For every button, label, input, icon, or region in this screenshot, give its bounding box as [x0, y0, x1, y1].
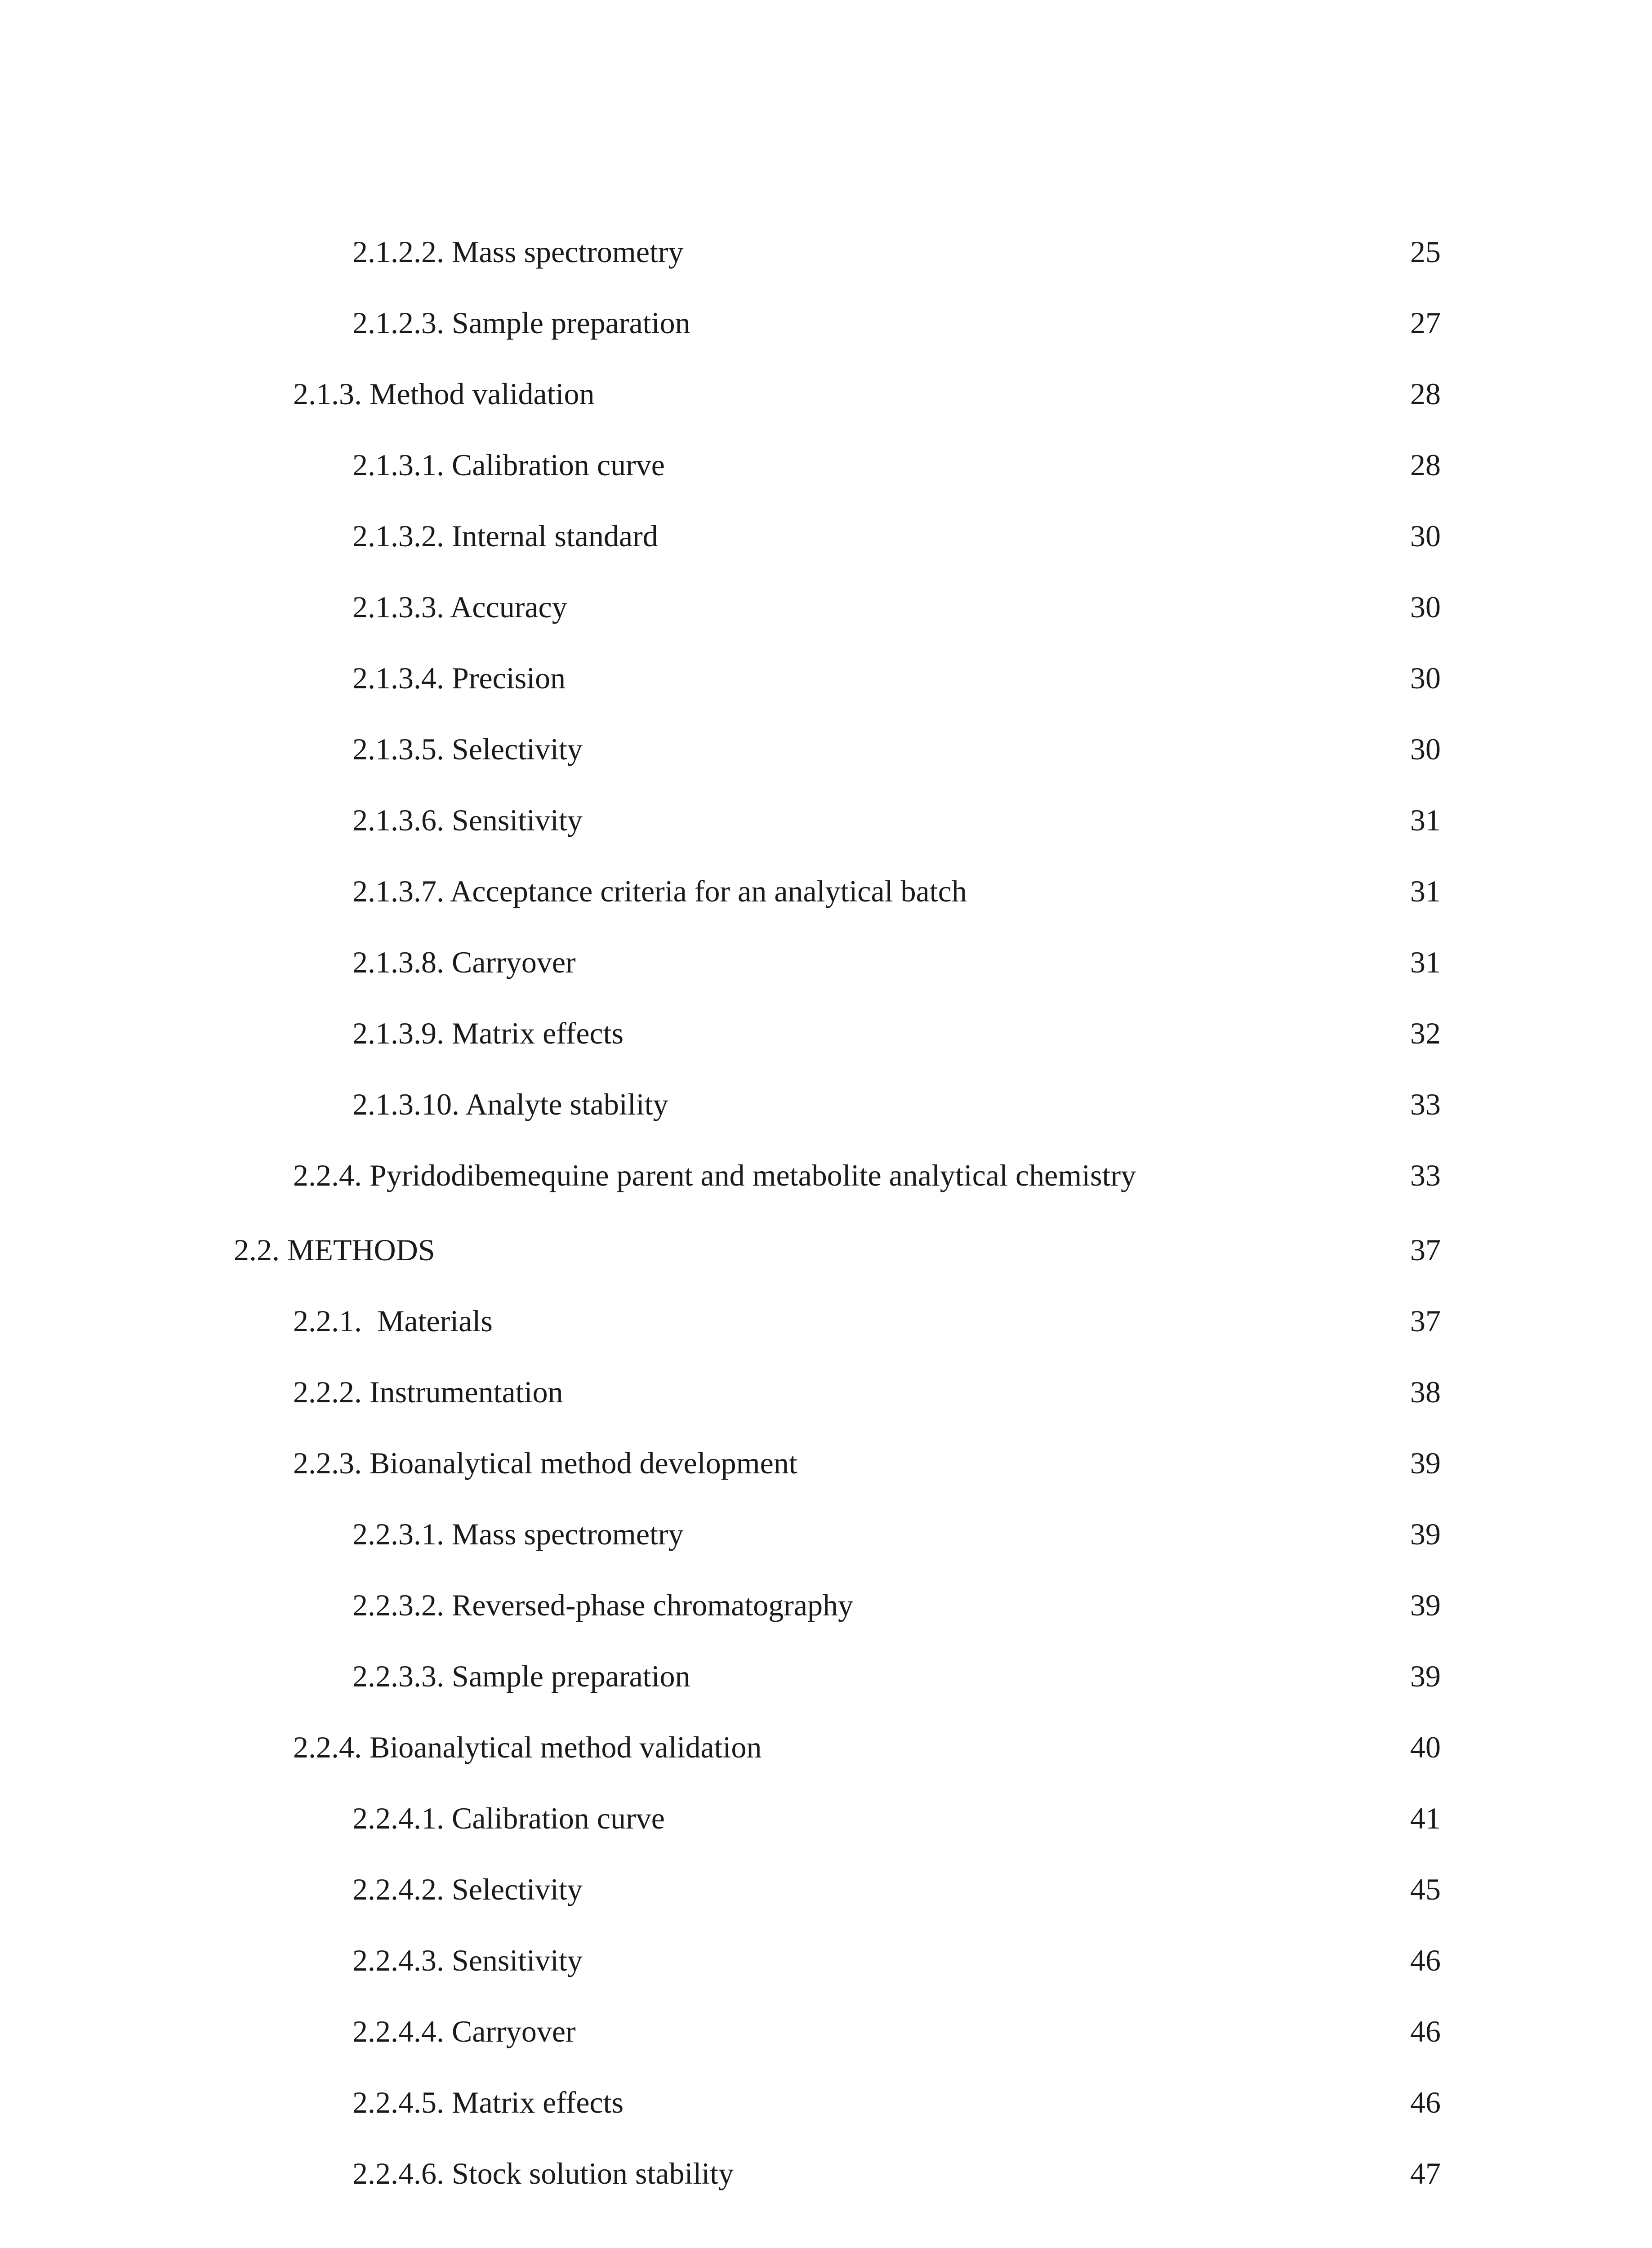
toc-entry-2-1-2-3: [0, 296, 1652, 350]
toc-entry-label: 2.1.3. Method validation: [293, 377, 595, 411]
toc-entry-2-1-3-6: [0, 793, 1652, 847]
toc-entry-label: 2.2.4.1. Calibration curve: [352, 1801, 665, 1835]
toc-entry-label: 2.1.3.3. Accuracy: [352, 590, 567, 624]
toc-entry-2-1-3-2: [0, 509, 1652, 563]
toc-entry-page: 47: [1410, 2156, 1441, 2190]
toc-entry-2-2-4-4: [0, 2004, 1652, 2058]
toc-entry-page: 25: [1410, 235, 1441, 269]
toc-entry-page: 39: [1410, 1446, 1441, 1480]
toc-entry-2-2-4-5: [0, 2075, 1652, 2129]
toc-entry-page: 37: [1410, 1233, 1441, 1267]
toc-entry-page: 38: [1410, 1375, 1441, 1409]
toc-entry-2-2-3-2: [0, 1578, 1652, 1632]
toc-entry-label: 2.1.3.2. Internal standard: [352, 519, 658, 553]
toc-entry-2-2-2: [0, 1365, 1652, 1419]
toc-entry-page: 33: [1410, 1087, 1441, 1121]
toc-entry-label: 2.2.3.2. Reversed-phase chromatography: [352, 1588, 854, 1622]
toc-entry-label: 2.2.4.4. Carryover: [352, 2014, 576, 2048]
toc-entry-label: 2.2.3. Bioanalytical method development: [293, 1446, 797, 1480]
toc-entry-page: 40: [1410, 1730, 1441, 1764]
toc-entry-page: 39: [1410, 1588, 1441, 1622]
toc-entry-2-1-2-2: [0, 225, 1652, 279]
toc-entry-label: 2.1.2.3. Sample preparation: [352, 306, 690, 340]
toc-entry-page: 39: [1410, 1517, 1441, 1551]
toc-entry-2-2-1: [0, 1294, 1652, 1348]
toc-entry-label: 2.2.4. Bioanalytical method validation: [293, 1730, 762, 1764]
toc-entry-label: 2.1.3.10. Analyte stability: [352, 1087, 668, 1121]
toc-entry-page: 30: [1410, 519, 1441, 553]
toc-entry-label: 2.1.3.7. Acceptance criteria for an analytical batch: [352, 874, 967, 908]
toc-entry-2-1-3-9: [0, 1006, 1652, 1060]
toc-entry-page: 30: [1410, 732, 1441, 766]
toc-entry-2-2-4-6: [0, 2146, 1652, 2200]
toc-entry-label: 2.2.3.1. Mass spectrometry: [352, 1517, 684, 1551]
toc-entry-label: 2.1.3.8. Carryover: [352, 945, 576, 979]
toc-entry-label: 2.2.4.2. Selectivity: [352, 1872, 583, 1906]
toc-entry-label: 2.1.2.2. Mass spectrometry: [352, 235, 684, 269]
toc-entry-page: 41: [1410, 1801, 1441, 1835]
toc-entry-2-2-4-1: [0, 1791, 1652, 1845]
toc-entry-label: 2.2. METHODS: [234, 1233, 435, 1267]
toc-entry-page: 27: [1410, 306, 1441, 340]
toc-entry-2-2-4-3: [0, 1933, 1652, 1987]
toc-entry-2-2-3: [0, 1436, 1652, 1490]
toc-entry-2-2-4-pyridodibemequine: [0, 1148, 1652, 1202]
toc-entry-2-2-4-2: [0, 1862, 1652, 1916]
toc-entry-2-1-3-3: [0, 580, 1652, 634]
toc-entry-label: 2.2.4.3. Sensitivity: [352, 1943, 583, 1977]
toc-entry-2-1-3-8: [0, 935, 1652, 989]
toc-entry-page: 31: [1410, 874, 1441, 908]
toc-entry-label: 2.2.4. Pyridodibemequine parent and metabolite analytical chemistry: [293, 1158, 1136, 1192]
toc-entry-page: 39: [1410, 1659, 1441, 1693]
toc-entry-2-1-3-10: [0, 1077, 1652, 1131]
toc-entry-2-2-3-3: [0, 1649, 1652, 1703]
toc-entry-page: 32: [1410, 1016, 1441, 1050]
toc-entry-label: 2.1.3.4. Precision: [352, 661, 566, 695]
toc-entry-label: 2.1.3.1. Calibration curve: [352, 448, 665, 482]
toc-entry-page: 28: [1410, 448, 1441, 482]
toc-entry-page: 31: [1410, 945, 1441, 979]
toc-entry-2-1-3-1: [0, 438, 1652, 492]
toc-entry-2-2-4: [0, 1720, 1652, 1774]
toc-entry-page: 46: [1410, 2014, 1441, 2048]
toc-entry-page: 28: [1410, 377, 1441, 411]
toc-entry-page: 37: [1410, 1304, 1441, 1338]
toc-entry-label: 2.1.3.9. Matrix effects: [352, 1016, 624, 1050]
toc-entry-label: 2.2.2. Instrumentation: [293, 1375, 563, 1409]
toc-entry-page: 31: [1410, 803, 1441, 837]
toc-entry-2-1-3-5: [0, 722, 1652, 776]
toc-entry-2-1-3-7: [0, 864, 1652, 918]
toc-entry-page: 30: [1410, 661, 1441, 695]
toc-entry-page: 30: [1410, 590, 1441, 624]
toc-entry-page: 46: [1410, 2085, 1441, 2119]
toc-entry-page: 46: [1410, 1943, 1441, 1977]
toc-entry-2-1-3-4: [0, 651, 1652, 705]
toc-entry-label: 2.1.3.6. Sensitivity: [352, 803, 583, 837]
toc-entry-2-2-3-1: [0, 1507, 1652, 1561]
toc-entry-2-2-methods: [0, 1223, 1652, 1277]
toc-entry-label: 2.2.1. Materials: [293, 1304, 493, 1338]
toc-entry-page: 45: [1410, 1872, 1441, 1906]
toc-entry-page: 33: [1410, 1158, 1441, 1192]
toc-entry-2-1-3: [0, 367, 1652, 421]
toc-entry-label: 2.2.3.3. Sample preparation: [352, 1659, 690, 1693]
toc-entry-label: 2.1.3.5. Selectivity: [352, 732, 583, 766]
toc-entry-label: 2.2.4.5. Matrix effects: [352, 2085, 624, 2119]
toc-entry-label: 2.2.4.6. Stock solution stability: [352, 2156, 734, 2190]
